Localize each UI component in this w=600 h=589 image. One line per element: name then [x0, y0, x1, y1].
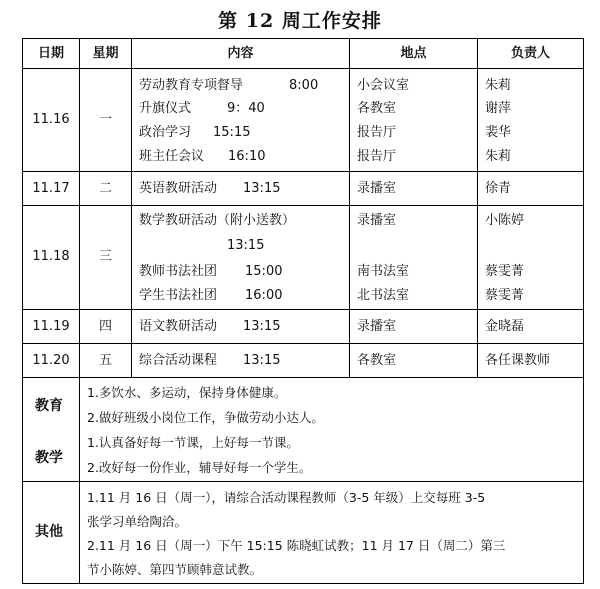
education-line: 2.做好班级小岗位工作，争做劳动小达人。 — [87, 410, 324, 425]
item-location: 南书法室 — [357, 264, 410, 279]
teaching-line: 1.认真备好每一节课，上好每一节课。 — [87, 435, 299, 450]
other-line: 张学习单给陶洽。 — [87, 514, 188, 529]
item-person: 蔡雯菁 — [485, 288, 525, 303]
row-date: 11.16 — [32, 112, 70, 127]
item-content: 劳动教育专项督导 8:00 — [139, 78, 319, 93]
row-weekday: 四 — [98, 319, 112, 334]
item-content: 教师书法社团 15:00 — [139, 264, 283, 279]
row-weekday: 五 — [98, 353, 112, 368]
item-location: 录播室 — [357, 213, 397, 228]
schedule-table — [22, 38, 584, 584]
item-time: 13:15 — [227, 238, 265, 253]
item-content: 语文教研活动 13:15 — [139, 319, 281, 334]
rule-row5 — [23, 377, 583, 378]
teaching-line: 2.改好每一份作业，辅导好每一个学生。 — [87, 460, 312, 475]
row-weekday: 一 — [98, 112, 112, 127]
item-person: 蔡雯菁 — [485, 264, 525, 279]
header-person: 负责人 — [510, 46, 550, 61]
rule-row2 — [23, 205, 583, 206]
item-content: 学生书法社团 16:00 — [139, 288, 283, 303]
other-line: 2.11 月 16 日（周一）下午 15:15 陈晓虹试教；11 月 17 日（周二）第三 — [87, 538, 506, 553]
item-content: 升旗仪式 9：40 — [139, 101, 265, 116]
item-location: 小会议室 — [357, 78, 410, 93]
item-location: 报告厅 — [357, 149, 397, 164]
item-content: 政治学习 15:15 — [139, 125, 251, 140]
item-person: 谢萍 — [485, 101, 512, 116]
other-line: 1.11 月 16 日（周一），请综合活动课程教师（3-5 年级）上交每班 3-5 — [87, 490, 486, 505]
col-divider-3 — [349, 39, 350, 377]
item-content: 班主任会议 16:10 — [139, 149, 266, 164]
item-person: 徐青 — [485, 181, 512, 196]
item-location: 北书法室 — [357, 288, 410, 303]
item-person: 金晓磊 — [485, 319, 525, 334]
header-content: 内容 — [227, 46, 254, 61]
teaching-label: 教学 — [35, 450, 63, 466]
rule-header — [23, 68, 583, 69]
item-person: 裴华 — [485, 125, 512, 140]
row-weekday: 二 — [98, 181, 112, 196]
item-location: 录播室 — [357, 319, 397, 334]
header-date: 日期 — [37, 46, 64, 61]
item-content: 数学教研活动（附小送教） — [139, 213, 296, 228]
col-divider-4 — [477, 39, 478, 377]
education-label: 教育 — [35, 398, 63, 414]
col-divider-notes — [79, 377, 80, 583]
other-label: 其他 — [35, 524, 63, 540]
item-person: 各任课教师 — [485, 353, 551, 368]
item-content: 综合活动课程 13:15 — [139, 353, 281, 368]
row-date: 11.18 — [32, 249, 70, 264]
item-person: 小陈婷 — [485, 213, 525, 228]
item-person: 朱莉 — [485, 78, 512, 93]
rule-row4 — [23, 343, 583, 344]
item-location: 各教室 — [357, 353, 397, 368]
item-content: 英语教研活动 13:15 — [139, 181, 281, 196]
item-location: 各教室 — [357, 101, 397, 116]
header-location: 地点 — [400, 46, 427, 61]
item-location: 报告厅 — [357, 125, 397, 140]
row-weekday: 三 — [98, 249, 112, 264]
page-title: 第 12 周工作安排 — [218, 10, 382, 32]
rule-row1 — [23, 171, 583, 172]
col-divider-2 — [131, 39, 132, 377]
header-weekday: 星期 — [92, 46, 119, 61]
rule-row3 — [23, 309, 583, 310]
row-date: 11.20 — [32, 353, 70, 368]
item-location: 录播室 — [357, 181, 397, 196]
item-person: 朱莉 — [485, 149, 512, 164]
education-line: 1.多饮水、多运动，保持身体健康。 — [87, 385, 287, 400]
row-date: 11.19 — [32, 319, 70, 334]
row-date: 11.17 — [32, 181, 70, 196]
rule-teaching — [23, 481, 583, 482]
other-line: 节小陈婷、第四节顾韩意试教。 — [87, 562, 263, 577]
